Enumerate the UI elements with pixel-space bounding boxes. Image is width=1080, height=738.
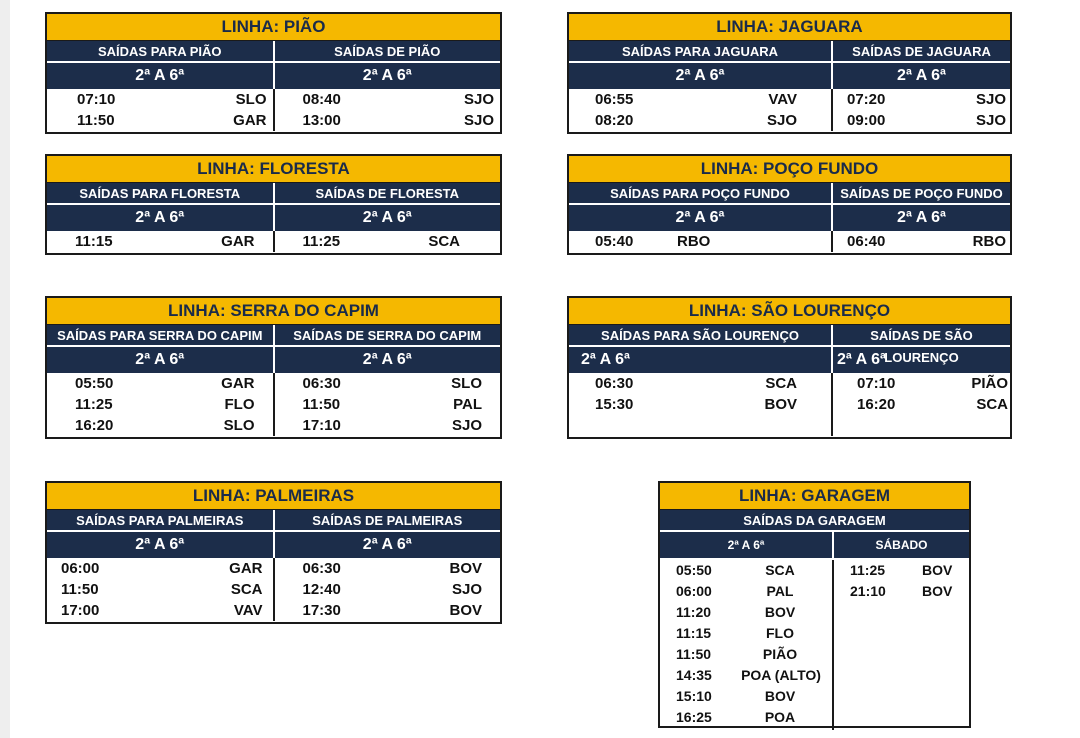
destination: FLO [766,625,794,641]
list-item [47,558,273,579]
destination: BOV [764,688,796,704]
destination: SCA [428,233,460,250]
departure-time: 06:30 [595,375,634,392]
destination: BOV [922,583,953,599]
header-from: SAÍDAS DE PALMEIRAS [273,510,501,532]
list-item [47,373,273,394]
destination: RBO [677,233,711,250]
days-label: 2ª A 6ª [831,63,1010,89]
table-title: LINHA: POÇO FUNDO [569,156,1010,183]
header-from: SAÍDAS DE JAGUARA [831,41,1010,63]
table-title: LINHA: PALMEIRAS [47,483,500,510]
list-item [833,231,1010,252]
header-to: SAÍDAS PARA SÃO LOURENÇO [569,325,831,347]
table-title: LINHA: GARAGEM [660,483,969,510]
page-edge [0,0,10,738]
list-item [569,89,831,110]
destination: BOV [764,604,796,620]
departure-time: 21:10 [850,583,886,599]
days-label: 2ª A 6ª [273,347,501,373]
table-serra-do-capim [45,296,502,439]
header-garagem: SAÍDAS DA GARAGEM [660,510,969,532]
days-label: 2ª A 6ª [135,536,185,553]
days-label: 2ª A 6ª [831,347,1010,373]
departure-time: 11:25 [302,233,341,250]
destination: VAV [233,602,263,619]
days-label: 2ª A 6ª [135,67,185,84]
destination: SLO [223,417,255,434]
list-item [275,415,501,436]
departure-time: 16:20 [75,417,114,434]
departure-time: 15:10 [676,688,712,704]
destination: BOV [449,560,482,577]
destination: BOV [922,562,953,578]
table-garagem [658,481,971,728]
list-item [660,560,832,581]
departure-time: 09:00 [847,112,886,129]
destination: SJO [451,417,482,434]
destination: SJO [463,112,494,129]
departure-time: 17:30 [302,602,341,619]
list-item [569,373,831,394]
departure-time: 12:40 [302,581,341,598]
departure-time: 05:50 [676,562,712,578]
destination: GAR [221,375,255,392]
destination: SJO [975,91,1006,108]
table-title: LINHA: SÃO LOURENÇO [569,298,1010,325]
table-piao [45,12,502,134]
header-from: SAÍDAS DE PIÃO [273,41,501,63]
header-from: SAÍDAS DE SERRA DO CAPIM [273,325,501,347]
list-item [47,231,273,252]
departure-time: 11:15 [676,625,712,641]
destination: SJO [766,112,797,129]
list-item [833,89,1010,110]
departure-time: 06:40 [847,233,886,250]
departure-time: 11:50 [676,646,712,662]
list-item [660,644,832,665]
days-label: 2ª A 6ª [831,205,1010,231]
table-palmeiras [45,481,502,624]
departure-time: 07:10 [857,375,896,392]
list-item [660,581,832,602]
departure-time: 06:00 [676,583,712,599]
header-to: SAÍDAS PARA PIÃO [47,41,273,63]
list-item [569,110,831,131]
destination: PIÃO [762,646,798,662]
header-from: SAÍDAS DE SÃO LOURENÇO [831,325,1010,347]
departure-time: 07:20 [847,91,886,108]
list-item [47,415,273,436]
departure-time: 11:50 [61,581,99,598]
departure-time: 06:00 [61,560,100,577]
days-label: 2ª A 6ª [135,209,185,226]
destination: SLO [235,91,267,108]
header-from: SAÍDAS DE POÇO FUNDO [831,183,1010,205]
header-to: SAÍDAS PARA PALMEIRAS [47,510,273,532]
table-title: LINHA: JAGUARA [569,14,1010,41]
table-sao-lourenco [567,296,1012,439]
table-poco-fundo [567,154,1012,255]
destination: FLO [224,396,255,413]
list-item [833,394,1010,415]
saturday-label: SÁBADO [832,532,969,558]
departure-time: 05:40 [595,233,634,250]
list-item [569,231,831,252]
list-item [660,665,832,686]
list-item [275,89,501,110]
departure-time: 14:35 [676,667,712,683]
destination: POA (ALTO) [741,667,821,683]
table-title: LINHA: FLORESTA [47,156,500,183]
header-to: SAÍDAS PARA FLORESTA [47,183,273,205]
departure-time: 17:10 [302,417,341,434]
weekday-label: 2ª A 6ª [727,538,765,552]
days-label: 2ª A 6ª [135,351,185,368]
departure-time: 16:20 [857,396,896,413]
header-to: SAÍDAS PARA JAGUARA [569,41,831,63]
list-item [47,110,273,131]
destination: SCA [976,396,1008,413]
departure-time: 11:25 [850,562,886,578]
table-title: LINHA: PIÃO [47,14,500,41]
header-from: SAÍDAS DE FLORESTA [273,183,501,205]
table-floresta [45,154,502,255]
list-item [275,394,501,415]
table-title: LINHA: SERRA DO CAPIM [47,298,500,325]
departure-time: 11:50 [302,396,341,413]
departure-time: 16:25 [676,709,712,725]
list-item [834,581,969,602]
list-item [275,558,501,579]
list-item [833,110,1010,131]
destination: SJO [463,91,494,108]
departure-time: 11:25 [75,396,113,413]
destination: POA [764,709,796,725]
departure-time: 06:30 [302,375,341,392]
list-item [660,686,832,707]
destination: RBO [972,233,1006,250]
departure-time: 06:30 [302,560,341,577]
list-item [834,560,969,581]
list-item [275,600,501,621]
destination: BOV [449,602,482,619]
list-item [660,602,832,623]
destination: GAR [229,560,263,577]
destination: PIÃO [971,375,1008,392]
departure-time: 11:50 [77,112,115,129]
days-label: 2ª A 6ª [675,209,725,226]
list-item [47,394,273,415]
days-label: 2ª A 6ª [581,351,630,368]
departure-time: 11:20 [676,604,712,620]
destination: SCA [230,581,263,598]
list-item [275,231,501,252]
destination: PAL [766,583,794,599]
departure-time: 07:10 [77,91,116,108]
destination: SCA [765,562,795,578]
list-item [660,707,832,728]
days-label: 2ª A 6ª [273,205,501,231]
list-item [275,579,501,600]
destination: PAL [453,396,482,413]
list-item [275,373,501,394]
list-item [660,623,832,644]
list-item [47,89,273,110]
destination: GAR [221,233,255,250]
days-label: 2ª A 6ª [273,532,501,558]
destination: SJO [451,581,482,598]
list-item [275,110,501,131]
departure-time: 15:30 [595,396,634,413]
departure-time: 08:40 [302,91,341,108]
table-jaguara [567,12,1012,134]
destination: GAR [233,112,267,129]
list-item [569,394,831,415]
days-label: 2ª A 6ª [675,67,725,84]
departure-time: 11:15 [75,233,113,250]
days-label: 2ª A 6ª [273,63,501,89]
destination: BOV [764,396,797,413]
list-item [47,579,273,600]
header-to: SAÍDAS PARA POÇO FUNDO [569,183,831,205]
departure-time: 17:00 [61,602,100,619]
departure-time: 13:00 [302,112,341,129]
departure-time: 06:55 [595,91,634,108]
destination: SLO [451,375,482,392]
destination: VAV [768,91,797,108]
list-item [47,600,273,621]
departure-time: 08:20 [595,112,634,129]
destination: SCA [765,375,797,392]
departure-time: 05:50 [75,375,114,392]
list-item [833,373,1010,394]
header-to: SAÍDAS PARA SERRA DO CAPIM [47,325,273,347]
destination: SJO [975,112,1006,129]
